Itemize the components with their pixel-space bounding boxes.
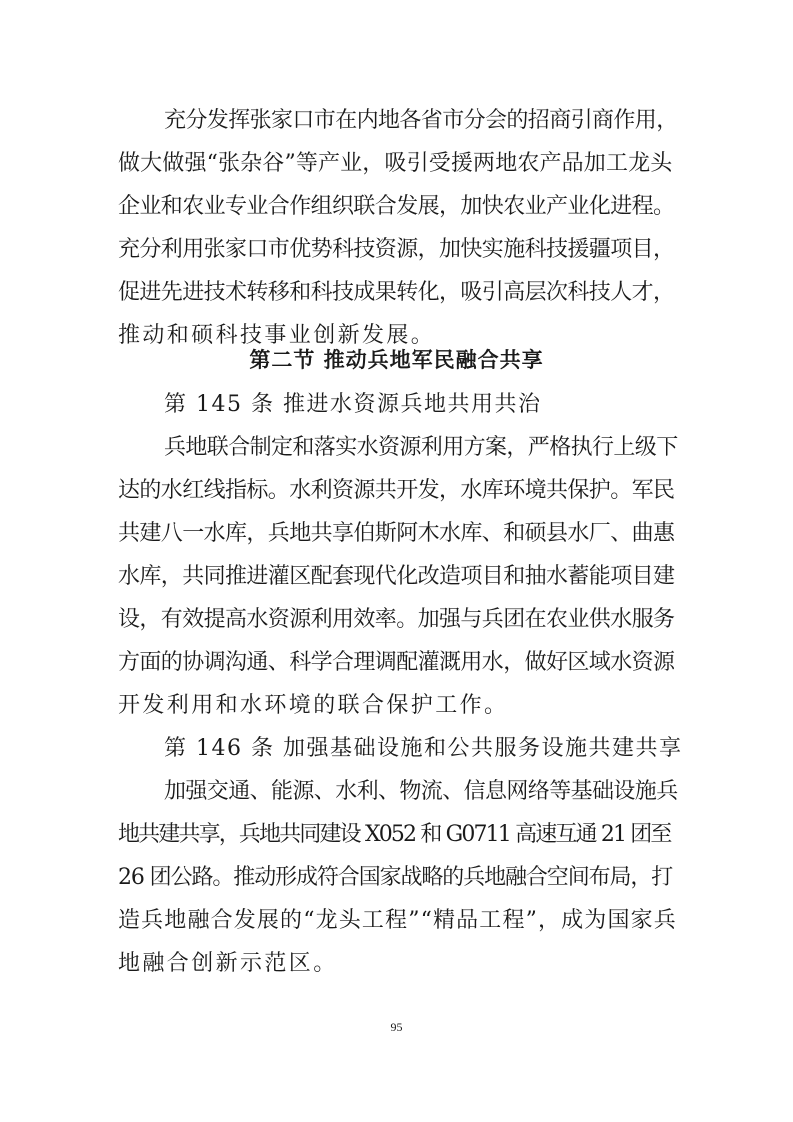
paragraph-line: 26 团公路。推动形成符合国家战略的兵地融合空间布局，打 <box>118 865 673 890</box>
paragraph-line: 兵地联合制定和落实水资源利用方案，严格执行上级下 <box>164 435 678 460</box>
paragraph-line: 推动和硕科技事业创新发展。 <box>118 323 436 348</box>
article-heading: 第 145 条 推进水资源兵地共用共治 <box>164 392 542 417</box>
paragraph-line: 设，有效提高水资源利用效率。加强与兵团在农业供水服务 <box>118 607 675 632</box>
paragraph-line: 充分利用张家口市优势科技资源，加快实施科技援疆项目， <box>118 237 675 262</box>
paragraph-line: 达的水红线指标。水利资源共开发，水库环境共保护。军民 <box>118 478 675 503</box>
paragraph-line: 做大做强“张杂谷”等产业，吸引受援两地农产品加工龙头 <box>118 151 673 176</box>
paragraph-line: 造兵地融合发展的“龙头工程”“精品工程”，成为国家兵 <box>118 908 677 933</box>
paragraph-line: 充分发挥张家口市在内地各省市分会的招商引商作用， <box>164 108 678 133</box>
page-number: 95 <box>390 1020 403 1034</box>
paragraph-line: 地融合创新示范区。 <box>118 951 338 976</box>
paragraph-line: 共建八一水库，兵地共享伯斯阿木水库、和硕县水厂、曲惠 <box>118 521 675 546</box>
paragraph-line: 方面的协调沟通、科学合理调配灌溉用水，做好区域水资源 <box>118 650 675 675</box>
article-heading: 第 146 条 加强基础设施和公共服务设施共建共享 <box>164 736 683 761</box>
section-title: 第二节 推动兵地军民融合共享 <box>249 348 544 372</box>
paragraph-line: 水库，共同推进灌区配套现代化改造项目和抽水蓄能项目建 <box>118 564 675 589</box>
paragraph-line: 地共建共享，兵地共同建设 X052 和 G0711 高速互通 21 团至 <box>118 822 671 847</box>
paragraph-line: 开发利用和水环境的联合保护工作。 <box>118 693 509 718</box>
paragraph-line: 企业和农业专业合作组织联合发展，加快农业产业化进程。 <box>118 194 675 219</box>
paragraph-line: 加强交通、能源、水利、物流、信息网络等基础设施兵 <box>164 779 678 804</box>
paragraph-line: 促进先进技术转移和科技成果转化，吸引高层次科技人才， <box>118 280 675 305</box>
